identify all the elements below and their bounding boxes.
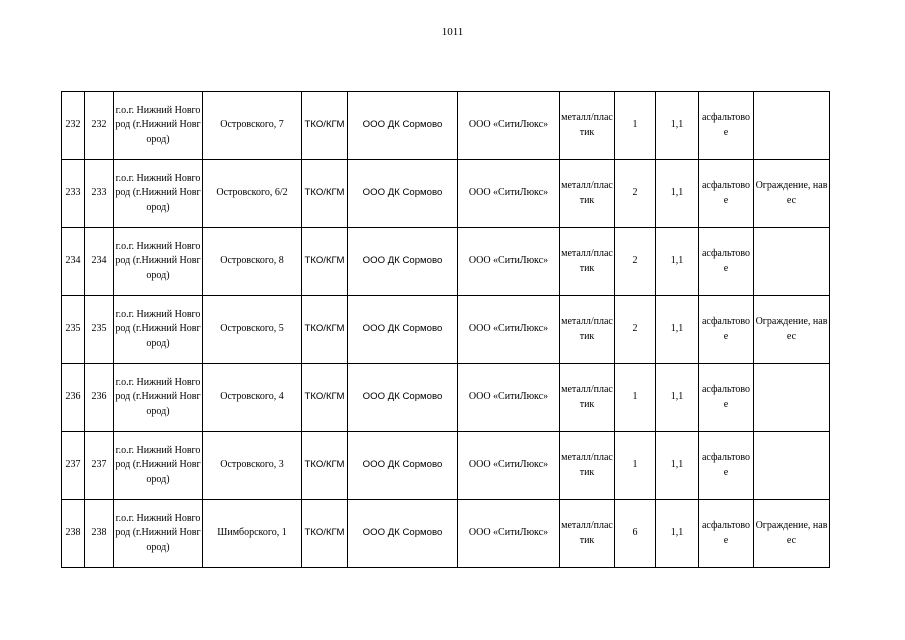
owner-cell: ООО ДК Сормово [348,364,458,432]
container-volume-cell: 1,1 [656,364,699,432]
owner-cell: ООО ДК Сормово [348,92,458,160]
municipality-cell: г.о.г. Нижний Новгород (г.Нижний Новгород) [114,160,203,228]
owner-cell: ООО ДК Сормово [348,228,458,296]
owner-cell: ООО ДК Сормово [348,432,458,500]
operator-cell: ООО «СитиЛюкс» [458,500,560,568]
register-number-cell: 235 [85,296,114,364]
municipality-cell: г.о.г. Нижний Новгород (г.Нижний Новгород) [114,500,203,568]
municipality-cell: г.о.г. Нижний Новгород (г.Нижний Новгород) [114,364,203,432]
fence-cell [754,432,830,500]
address-cell: Шимборского, 1 [203,500,302,568]
waste-type-cell: ТКО/КГМ [302,296,348,364]
address-cell: Островского, 6/2 [203,160,302,228]
fence-cell [754,364,830,432]
container-count-cell: 2 [615,228,656,296]
fence-cell [754,92,830,160]
surface-type-cell: асфальтовое [699,364,754,432]
address-cell: Островского, 4 [203,364,302,432]
fence-cell: Ограждение, навес [754,160,830,228]
surface-type-cell: асфальтовое [699,228,754,296]
row-number-cell: 237 [62,432,85,500]
municipality-cell: г.о.г. Нижний Новгород (г.Нижний Новгород) [114,228,203,296]
operator-cell: ООО «СитиЛюкс» [458,364,560,432]
row-number-cell: 236 [62,364,85,432]
container-count-cell: 1 [615,432,656,500]
register-number-cell: 234 [85,228,114,296]
waste-type-cell: ТКО/КГМ [302,92,348,160]
operator-cell: ООО «СитиЛюкс» [458,92,560,160]
register-number-cell: 233 [85,160,114,228]
registry-table [61,91,830,568]
container-material-cell: металл/пластик [560,296,615,364]
container-material-cell: металл/пластик [560,228,615,296]
row-number-cell: 232 [62,92,85,160]
container-count-cell: 1 [615,364,656,432]
registry-table-body [62,92,830,568]
container-material-cell: металл/пластик [560,364,615,432]
surface-type-cell: асфальтовое [699,296,754,364]
container-count-cell: 1 [615,92,656,160]
container-material-cell: металл/пластик [560,92,615,160]
container-material-cell: металл/пластик [560,500,615,568]
row-number-cell: 235 [62,296,85,364]
page-number: 1011 [441,26,464,38]
table-row [62,364,830,432]
waste-type-cell: ТКО/КГМ [302,500,348,568]
container-volume-cell: 1,1 [656,92,699,160]
table-row [62,500,830,568]
container-volume-cell: 1,1 [656,500,699,568]
waste-type-cell: ТКО/КГМ [302,228,348,296]
container-material-cell: металл/пластик [560,160,615,228]
register-number-cell: 238 [85,500,114,568]
register-number-cell: 237 [85,432,114,500]
municipality-cell: г.о.г. Нижний Новгород (г.Нижний Новгород) [114,432,203,500]
address-cell: Островского, 5 [203,296,302,364]
container-volume-cell: 1,1 [656,160,699,228]
operator-cell: ООО «СитиЛюкс» [458,432,560,500]
container-volume-cell: 1,1 [656,296,699,364]
owner-cell: ООО ДК Сормово [348,296,458,364]
container-volume-cell: 1,1 [656,432,699,500]
container-count-cell: 6 [615,500,656,568]
surface-type-cell: асфальтовое [699,500,754,568]
municipality-cell: г.о.г. Нижний Новгород (г.Нижний Новгород) [114,92,203,160]
waste-type-cell: ТКО/КГМ [302,364,348,432]
container-count-cell: 2 [615,296,656,364]
row-number-cell: 238 [62,500,85,568]
operator-cell: ООО «СитиЛюкс» [458,296,560,364]
owner-cell: ООО ДК Сормово [348,500,458,568]
operator-cell: ООО «СитиЛюкс» [458,160,560,228]
table-row [62,92,830,160]
waste-type-cell: ТКО/КГМ [302,432,348,500]
waste-type-cell: ТКО/КГМ [302,160,348,228]
container-material-cell: металл/пластик [560,432,615,500]
table-row [62,432,830,500]
table-row [62,160,830,228]
address-cell: Островского, 7 [203,92,302,160]
container-count-cell: 2 [615,160,656,228]
fence-cell: Ограждение, навес [754,296,830,364]
owner-cell: ООО ДК Сормово [348,160,458,228]
table-row [62,228,830,296]
address-cell: Островского, 3 [203,432,302,500]
row-number-cell: 233 [62,160,85,228]
fence-cell: Ограждение, навес [754,500,830,568]
table-row [62,296,830,364]
municipality-cell: г.о.г. Нижний Новгород (г.Нижний Новгород) [114,296,203,364]
container-volume-cell: 1,1 [656,228,699,296]
address-cell: Островского, 8 [203,228,302,296]
register-number-cell: 236 [85,364,114,432]
surface-type-cell: асфальтовое [699,432,754,500]
register-number-cell: 232 [85,92,114,160]
surface-type-cell: асфальтовое [699,92,754,160]
surface-type-cell: асфальтовое [699,160,754,228]
fence-cell [754,228,830,296]
operator-cell: ООО «СитиЛюкс» [458,228,560,296]
row-number-cell: 234 [62,228,85,296]
